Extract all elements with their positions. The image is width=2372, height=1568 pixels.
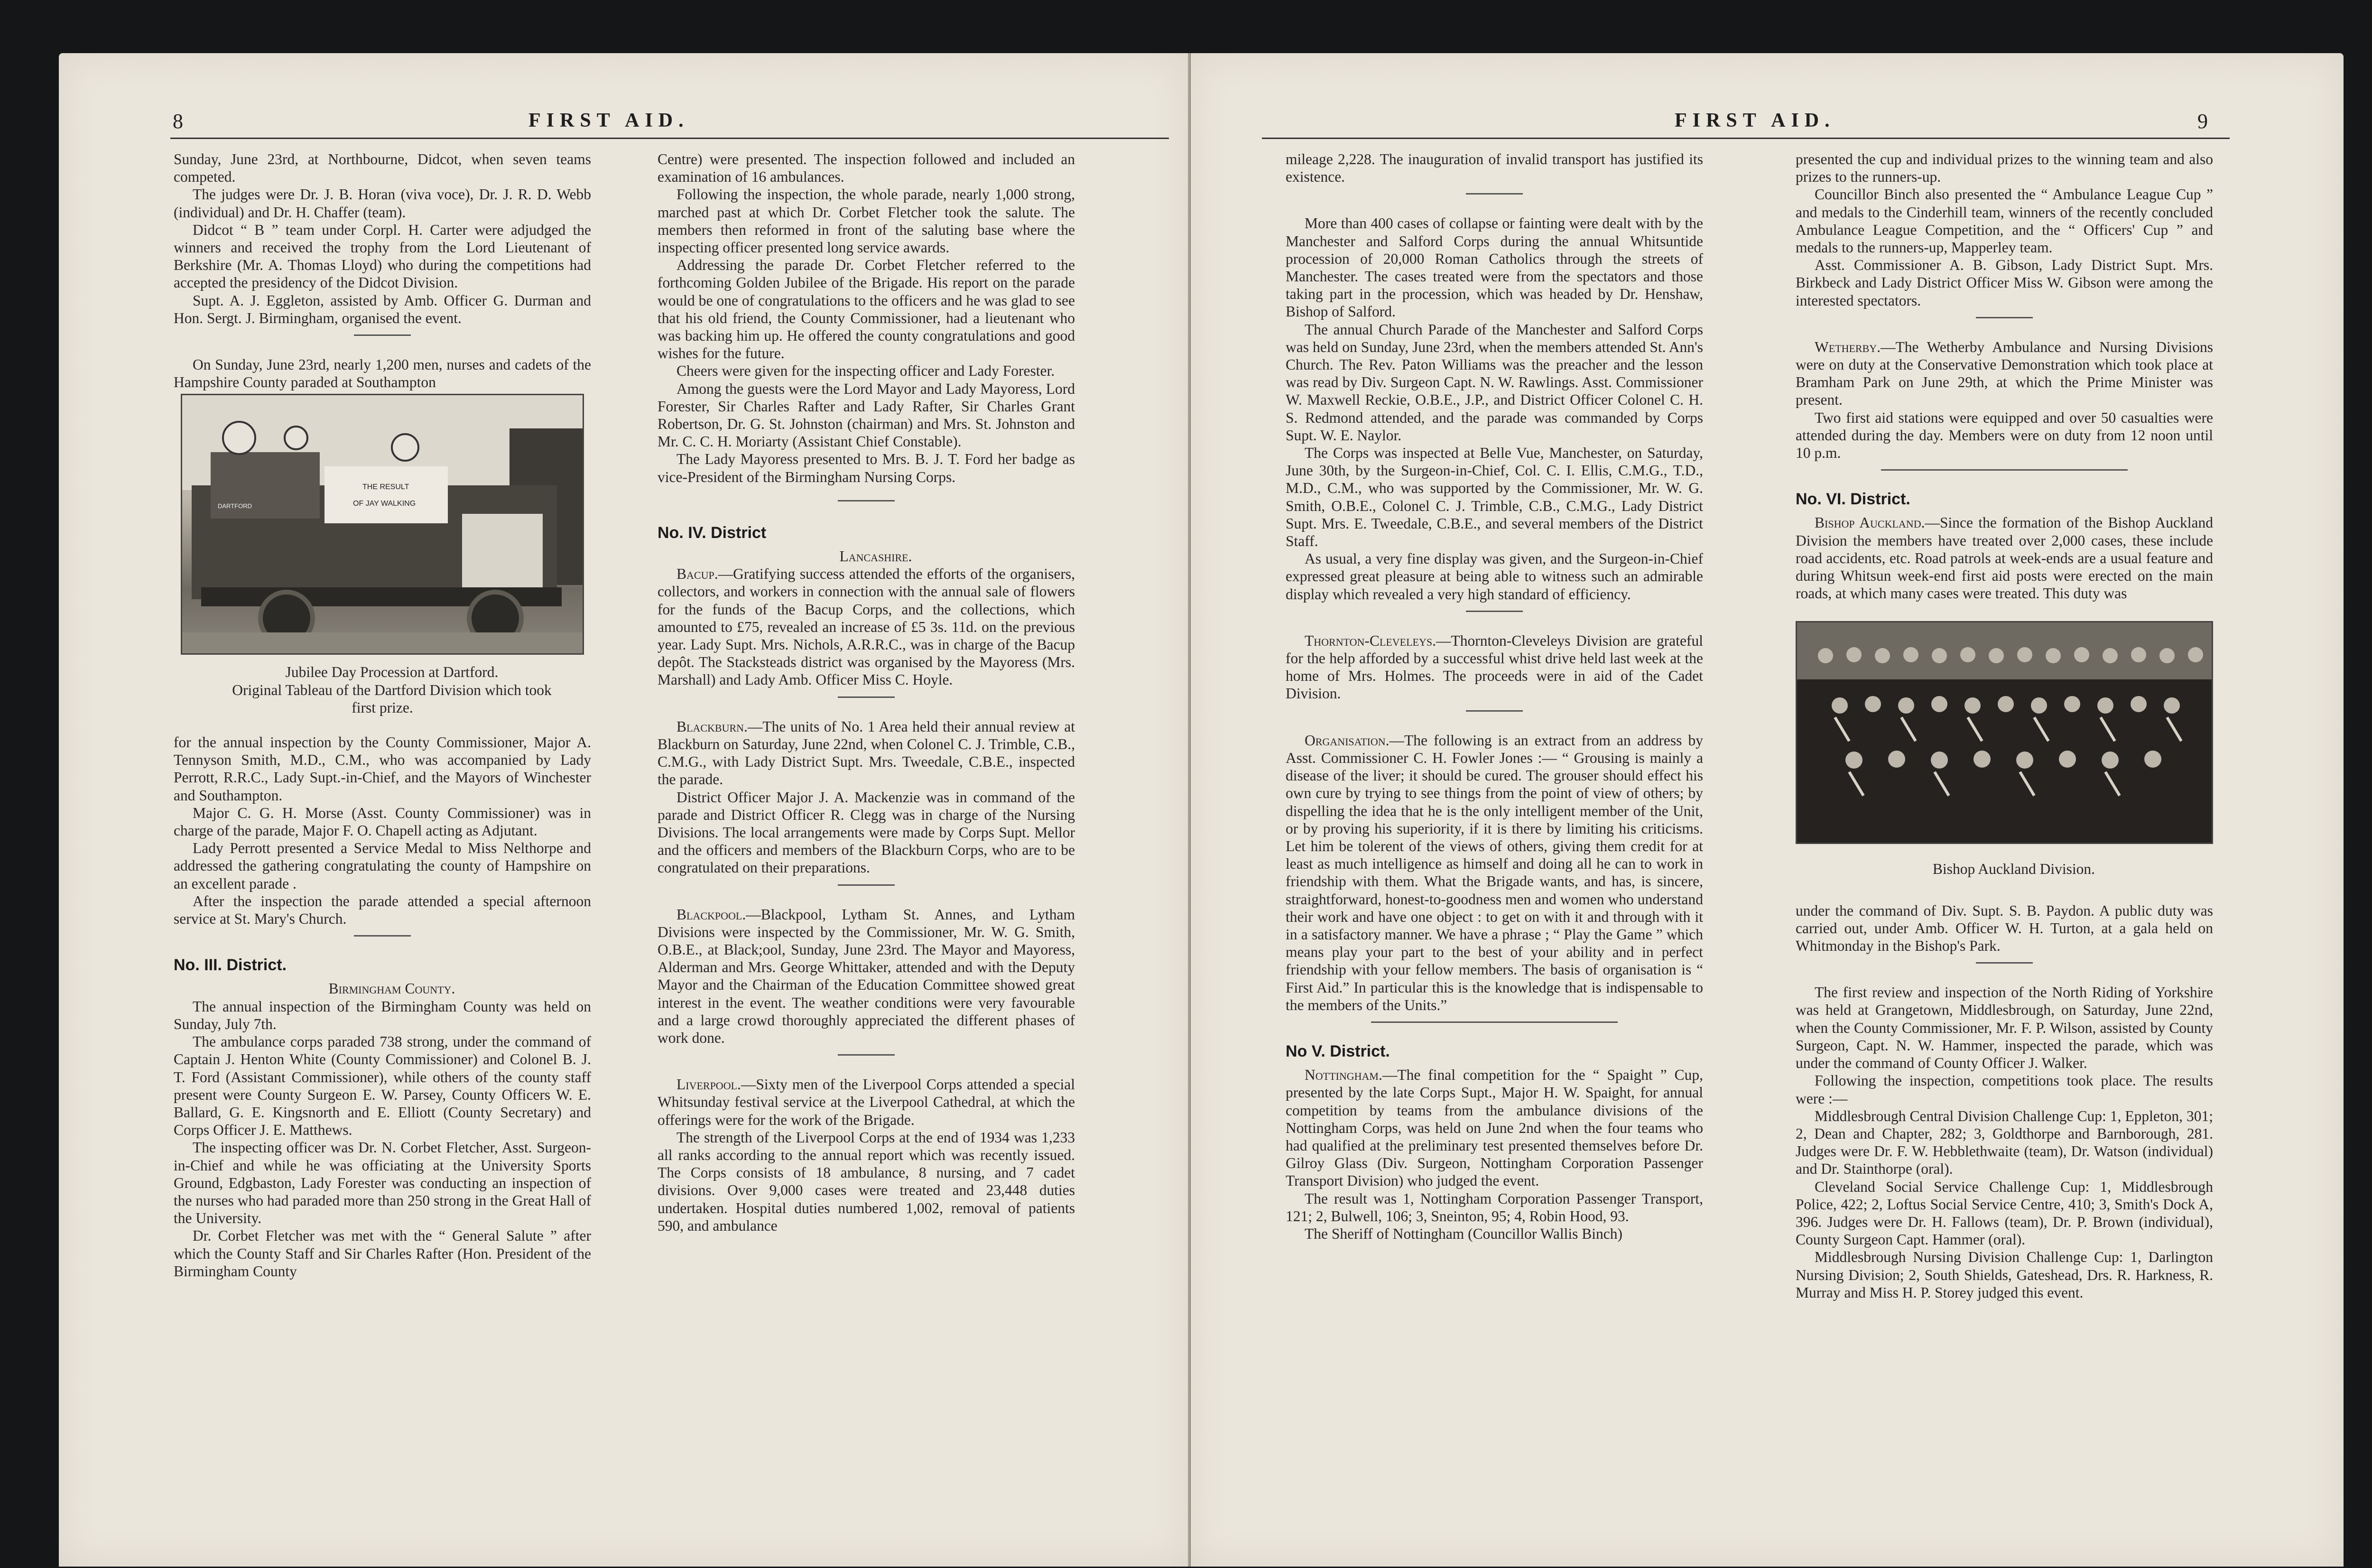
section-divider (1371, 1021, 1618, 1023)
paragraph: Dr. Corbet Fletcher was met with the “ General Salute ” after which the County Staff and Sir Charles Rafter (Hon. President of the Birmingham County (174, 1227, 591, 1280)
section-divider (354, 334, 411, 336)
subheading: Lancashire. (839, 548, 912, 565)
lead-in: Bacup. (676, 566, 718, 583)
paragraph-text: —Thornton-Cleveleys Division are grateful for the help afforded by a successful whist drive held last week at the home of Mrs. Holmes. The proceeds were in aid of the Cadet Division. (1286, 632, 1703, 702)
paragraph: The result was 1, Nottingham Corporation Passenger Transport, 121; 2, Bulwell, 106; 3, Sneinton, 95; 4, Robin Hood, 93. (1286, 1190, 1703, 1225)
paragraph: Cleveland Social Service Challenge Cup: 1, Middlesbrough Police, 422; 2, Loftus Social Service Centre, 410; 3, Smith's Dock A, 396. Judges were Dr. H. Fallows (team), Dr. P. Brown (individual), County Surgeon Capt. Hammer (oral). (1796, 1178, 2213, 1248)
left-page (59, 53, 1188, 1567)
paragraph-text: —The final competition for the “ Spaight ” Cup, presented by the late Corps Supt., Major H. W. Spaight, for annual competition by teams from the ambulance divisions of the Nottingham Corps, was held on June 2nd when the four teams who had qualified at the preliminary test presented themselves before Dr. Gilroy Glass (Div. Surgeon, Nottingham Corporation Passenger Transport Division) who judged the event. (1286, 1067, 1703, 1189)
lead-in: Thornton-Cleveleys. (1305, 632, 1436, 649)
paragraph: The Sheriff of Nottingham (Councillor Wallis Binch) (1305, 1225, 1622, 1242)
paragraph: On Sunday, June 23rd, nearly 1,200 men, nurses and cadets of the Hampshire County paraded at Southampton (174, 356, 591, 391)
paragraph: for the annual inspection by the County Commissioner, Major A. Tennyson Smith, M.D., C.M., who was accompanied by Lady Perrott, R.R.C., Lady Supt.-in-Chief, and the Mayors of Winchester and Southampton. (174, 734, 591, 804)
dartford-procession-photo (181, 394, 584, 655)
paragraph-text: —The units of No. 1 Area held their annual review at Blackburn on Saturday, June 22nd, when Colonel C. J. Trimble, C.B., C.M.G., with Lady District Supt. Mrs. Tweedale, C.B.E., inspected the parade. (658, 718, 1075, 788)
paragraph-text: —Blackpool, Lytham St. Annes, and Lytham Divisions were inspected by the Commissioner, Mr. W. G. Smith, O.B.E., at Black;ool, Sunday, June 23rd. The Mayor and Mayoress, Alderman and Mrs. George Whittaker, attended and with the Deputy Mayor and the Chairman of the Education Committee showed great interest in the event. The weather conditions were very favourable and a large crowd thoroughly appreciated the different phases of work done. (658, 906, 1075, 1046)
paragraph: Lady Perrott presented a Service Medal to Miss Nelthorpe and addressed the gathering congratulating the county of Hampshire on an excellent parade . (174, 840, 591, 892)
paragraph-organisation (1286, 732, 1703, 1014)
lead-in: Liverpool. (676, 1076, 741, 1093)
running-head-right (1191, 109, 2344, 142)
paragraph: Addressing the parade Dr. Corbet Fletcher referred to the forthcoming Golden Jubilee of the Brigade. His report on the parade would be one of congratulations to the officers and he was glad to see that his old friend, the County Commissioner, had a lieutenant who was backing him up. He offered the county congratulations and good wishes for the future. (658, 257, 1075, 362)
paragraph-bacup (658, 565, 1075, 688)
paragraph: Among the guests were the Lord Mayor and Lady Mayoress, Lord Forester, Sir Charles Rafter and Lady Rafter, Sir Charles Grant Robertson, Dr. G. St. Johnston (chairman) and Mrs. St. Johnston and Mr. C. C. H. Moriarty (Assistant Chief Constable). (658, 380, 1075, 450)
paragraph-bishop-auckland (1796, 514, 2213, 602)
paragraph-text: —Gratifying success attended the efforts of the organisers, collectors, and workers in connection with the annual sale of flowers for the funds of the Bacup Corps, and the collections, which amounted to £75, revealed an increase of £5 3s. 11d. on the previous year. Lady Supt. Mrs. Nichols, A.R.R.C., was in charge of the Bacup depôt. The Stacksteads district was organised by the Mayoress (Mrs. Marshall) and Lady Amb. Officer Miss C. Hoyle. (658, 566, 1075, 688)
paragraph: Following the inspection, the whole parade, nearly 1,000 strong, marched past at which Dr. Corbet Fletcher took the salute. The members then reformed in front of the saluting base where the inspecting officer presented long service awards. (658, 186, 1075, 256)
right-page (1191, 53, 2344, 1567)
paragraph: Didcot “ B ” team under Corpl. H. Carter were adjudged the winners and received the trophy from the Lord Lieutenant of Berkshire (Mr. A. Thomas Lloyd) who during the competitions had accepted the presidency of the Didcot Division. (174, 221, 591, 291)
paragraph: The ambulance corps paraded 738 strong, under the command of Captain J. Henton White (County Commissioner) and Colonel B. J. T. Ford (Assistant Commissioner), while others of the county staff present were County Surgeon E. W. Parsey, County Officers W. E. Ballard, G. E. Kingsnorth and E. Elliott (County Secretary) and Corps Officer J. E. Matthews. (174, 1033, 591, 1139)
section-divider (1881, 469, 2128, 471)
section-divider (1466, 611, 1523, 612)
paragraph: Supt. A. J. Eggleton, assisted by Amb. Officer G. Durman and Hon. Sergt. J. Birmingham, organised the event. (174, 292, 591, 326)
photo-sign-dartford: DARTFORD (218, 502, 252, 510)
paragraph: After the inspection the parade attended a special afternoon service at St. Mary's Church. (174, 892, 591, 928)
section-divider (838, 500, 895, 501)
lead-in: Bishop Auckland. (1815, 514, 1925, 531)
photo-sign-jay-walking: OF JAY WALKING (353, 500, 416, 508)
section-divider (838, 696, 895, 698)
section-divider (1976, 317, 2033, 318)
header-rule (1262, 138, 2230, 139)
running-head-left (59, 109, 1188, 142)
paragraph-text: —Sixty men of the Liverpool Corps attended a special Whitsunday festival service at the Liverpool Cathedral, at which the offerings were for the work of the Brigade. (658, 1076, 1075, 1128)
lead-in: Blackburn. (676, 718, 748, 735)
district-heading: No. III. District. (174, 956, 287, 974)
left-column-1 (174, 150, 591, 1280)
paragraph: The Corps was inspected at Belle Vue, Manchester, on Saturday, June 30th, by the Surgeon-in-Chief, Col. C. I. Ellis, C.M.G., T.D., M.D., C.M., who was supported by the Commissioner, Mr. W. G. Smith, O.B.E., Colonel C. J. Trimble, C.B., C.M.G., Lady District Supt. Mrs. E. Tweedale, C.B.E., and several members of the District Staff. (1286, 445, 1703, 550)
paragraph: Middlesbrough Nursing Division Challenge Cup: 1, Darlington Nursing Division; 2, South Shields, Gateshead, Drs. R. Harkness, R. Murray and Miss H. P. Storey judged this event. (1796, 1249, 2213, 1301)
subheading: Birmingham County. (328, 980, 455, 997)
photo-caption: Jubilee Day Procession at Dartford. (285, 664, 499, 681)
paragraph: Following the inspection, competitions took place. The results were :— (1796, 1072, 2213, 1107)
paragraph: Two first aid stations were equipped and over 50 casualties were attended during the day. Members were on duty from 12 noon until 10 p.m. (1796, 409, 2213, 462)
paragraph-blackpool (658, 906, 1075, 1047)
paragraph: Middlesbrough Central Division Challenge Cup: 1, Eppleton, 301; 2, Dean and Chapter, 282; 3, Goldthorpe and Barnborough, 281. Judges were Dr. F. W. Hebblethwaite (team), Dr. Watson (individual) and Dr. Stainthorpe (oral). (1796, 1107, 2213, 1178)
paragraph: Centre) were presented. The inspection followed and included an examination of 16 ambulances. (658, 151, 1075, 186)
photo-caption: Original Tableau of the Dartford Division which took first prize. (232, 681, 552, 716)
paragraph: Major C. G. H. Morse (Asst. County Commissioner) was in charge of the parade, Major F. O. Chapell acting as Adjutant. (174, 804, 591, 839)
paragraph: The Lady Mayoress presented to Mrs. B. J. T. Ford her badge as vice-President of the Birmingham Nursing Corps. (658, 451, 1075, 485)
paragraph: under the command of Div. Supt. S. B. Paydon. A public duty was carried out, under Amb. Officer W. H. Turton, at a gala held on Whitmonday in the Bishop's Park. (1796, 902, 2213, 955)
paragraph: The strength of the Liverpool Corps at the end of 1934 was 1,233 all ranks according to the annual report which was recently issued. The Corps consists of 18 ambulance, 8 nursing, and 7 cadet divisions. Over 9,000 cases were treated and 23,448 duties undertaken. Hospital duties numbered 1,002, removal of patients 590, and ambulance (658, 1129, 1075, 1234)
paragraph: Cheers were given for the inspecting officer and Lady Forester. (676, 362, 1055, 380)
lead-in: Nottingham. (1305, 1067, 1382, 1084)
district-heading: No V. District. (1286, 1042, 1390, 1060)
paragraph-text: —The Wetherby Ambulance and Nursing Divisions were on duty at the Conservative Demonstration which took place at Bramham Park on June 29th, at which the Prime Minister was present. (1796, 338, 2213, 408)
photo-sign-result: THE RESULT (362, 483, 409, 492)
paragraph: presented the cup and individual prizes to the winning team and also prizes to the runners-up. (1796, 151, 2213, 186)
paragraph: Councillor Binch also presented the “ Ambulance League Cup ” and medals to the Cinderhill team, winners of the recently concluded Ambulance League Competition, and the “ Officers' Cup ” and medals to the runners-up, Mapperley team. (1796, 186, 2213, 256)
paragraph: As usual, a very fine display was given, and the Surgeon-in-Chief expressed great pleasure at being able to witness such an admirable display which revealed a very high standard of efficiency. (1286, 550, 1703, 603)
paragraph-blackburn (658, 718, 1075, 789)
paragraph: Sunday, June 23rd, at Northbourne, Didcot, when seven teams competed. (174, 151, 591, 186)
section-divider (838, 884, 895, 886)
section-divider (838, 1054, 895, 1056)
section-divider (1466, 710, 1523, 712)
paragraph: The first review and inspection of the North Riding of Yorkshire was held at Grangetown, Middlesbrough, on Saturday, June 22nd, when the County Commissioner, Mr. F. P. Wilson, assisted by County Surgeon, Capt. N. W. Hammer, inspected the parade, which was under the command of County Officer J. Walker. (1796, 984, 2213, 1072)
district-heading: No. IV. District (658, 523, 767, 542)
left-column-2 (658, 150, 1075, 1234)
lead-in: Organisation. (1305, 732, 1390, 749)
lead-in: Wetherby. (1815, 338, 1881, 355)
section-divider (354, 935, 411, 937)
section-divider (1976, 962, 2033, 964)
photo-caption: Bishop Auckland Division. (1932, 861, 2095, 878)
lead-in: Blackpool. (676, 906, 746, 923)
paragraph: The annual inspection of the Birmingham County was held on Sunday, July 7th. (174, 998, 591, 1032)
paragraph: The annual Church Parade of the Manchester and Salford Corps was held on Sunday, June 23rd, when the members attended St. Ann's Church. The Rev. Paton Williams was the preacher and the lesson was read by Div. Surgeon Capt. N. W. Rawlings. Asst. Commissioner W. Maxwell Reckie, O.B.E., J.P., and District Officer Colonel C. H. S. Redmond attended, and the parade was commanded by Corps Supt. W. E. Naylor. (1286, 321, 1703, 444)
running-title: FIRST AID. (1675, 110, 1835, 131)
bishop-auckland-division-photo (1796, 621, 2213, 844)
paragraph-text: —Since the formation of the Bishop Auckland Division the members have treated over 2,000 cases, these include road accidents, etc. Road patrols at week-ends are a usual feature and during Whitsun week-end first aid posts were erected on the main roads, at which many cases were treated. This duty was (1796, 514, 2213, 602)
header-rule (170, 138, 1169, 139)
paragraph: The judges were Dr. J. B. Horan (viva voce), Dr. J. R. D. Webb (individual) and Dr. H. Chaffer (team). (174, 186, 591, 221)
paragraph-liverpool (658, 1076, 1075, 1129)
section-divider (1466, 193, 1523, 195)
paragraph: More than 400 cases of collapse or fainting were dealt with by the Manchester and Salford Corps during the annual Whitsuntide procession of 20,000 Roman Catholics through the streets of Manchester. The cases treated were from the spectators and those taking part in the procession, which was headed by Dr. Henshaw, Bishop of Salford. (1286, 215, 1703, 320)
paragraph: The inspecting officer was Dr. N. Corbet Fletcher, Asst. Surgeon-in-Chief and while he was officiating at the University Sports Ground, Edgbaston, Lady Forester was conducting an inspection of the nurses who had paraded more than 250 strong in the Great Hall of the University. (174, 1139, 591, 1227)
paragraph: District Officer Major J. A. Mackenzie was in command of the parade and District Officer R. Clegg was in charge of the Nursing Divisions. The local arrangements were made by Corps Supt. Mellor and the officers and members of the Blackburn Corps, who are to be congratulated on their preparations. (658, 789, 1075, 876)
district-heading: No. VI. District. (1796, 490, 1910, 509)
right-column-2 (1796, 150, 2213, 1301)
paragraph-text: —The following is an extract from an address by Asst. Commissioner C. H. Fowler Jones :— “ Grousing is mainly a disease of the liver; it should be cured. The grouser should effect his own cure by trying to see things from the point of view of others; by dispelling the idea that he is the only intelligent member of the Unit, or by proving his superiority, if it is there by limiting his criticisms. Let him be tolerent of the views of others, giving them credit for at least as much intelligence as himself and doing all he can to work in friendship with them. What the Brigade wants, and has, is sincere, straightforward, honest-to-goodness men and women who understand their work and have one object : to get on with it and through with it in a satisfactory manner. We have a phrase ; “ Play the Game ” which means play your part to the best of your ability and in perfect friendship with your fellow members. The basis of organisation is “ First Aid.” In particular this is the knowledge that is indispensable to the members of the Units.” (1286, 732, 1703, 1013)
running-title: FIRST AID. (528, 110, 689, 131)
page-number: 9 (2197, 110, 2208, 133)
paragraph: mileage 2,228. The inauguration of invalid transport has justified its existence. (1286, 151, 1703, 186)
page-number: 8 (173, 110, 183, 133)
paragraph-wetherby (1796, 338, 2213, 409)
paragraph-thornton (1286, 632, 1703, 703)
paragraph-nottingham (1286, 1066, 1703, 1189)
paragraph: Asst. Commissioner A. B. Gibson, Lady District Supt. Mrs. Birkbeck and Lady District Officer Miss W. Gibson were among the interested spectators. (1796, 257, 2213, 309)
right-column-1 (1286, 150, 1703, 1243)
